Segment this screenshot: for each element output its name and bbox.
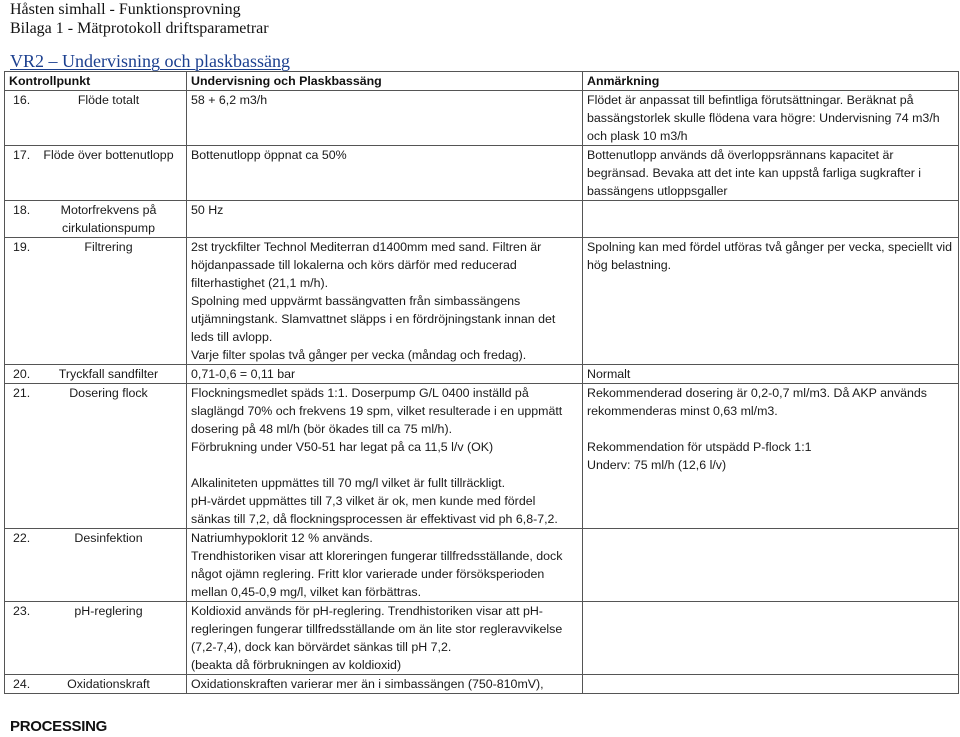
paragraph-spacer: [191, 456, 578, 474]
value-paragraph: Varje filter spolas två gånger per vecka (måndag och fredag).: [191, 348, 527, 362]
remark-paragraph: Spolning kan med fördel utföras två gånger per vecka, speciellt vid hög belastning.: [587, 240, 953, 272]
cell-value: [187, 91, 583, 146]
cell-remark: [583, 146, 959, 201]
table-row: [5, 238, 959, 365]
table-row: [5, 91, 959, 146]
cell-remark: [583, 675, 959, 694]
cell-remark: [583, 201, 959, 238]
value-paragraph: 0,71-0,6 = 0,11 bar: [191, 367, 296, 381]
cell-kontrollpunkt: [5, 146, 187, 201]
value-paragraph: Natriumhypoklorit 12 % används.: [191, 531, 373, 545]
cell-remark: [583, 529, 959, 602]
cell-value: [187, 238, 583, 365]
measurement-table: [4, 71, 959, 694]
row-number: 16.: [13, 93, 31, 107]
cell-remark: [583, 365, 959, 384]
cell-kontrollpunkt: [5, 529, 187, 602]
value-paragraph: (beakta då förbrukningen av koldioxid): [191, 658, 402, 672]
value-paragraph: Bottenutlopp öppnat ca 50%: [191, 148, 347, 162]
cell-value: [187, 384, 583, 529]
cell-value: [187, 365, 583, 384]
cell-remark: [583, 384, 959, 529]
row-point-label: Flöde över bottenutlopp: [43, 148, 174, 162]
row-number: 18.: [13, 203, 31, 217]
table-row: [5, 146, 959, 201]
table-row: [5, 529, 959, 602]
value-paragraph: 2st tryckfilter Technol Mediterran d1400mm med sand. Filtren är höjdanpassade till lokalerna och körs därför med reducerad filterhastighet (21,1 m/h).: [191, 240, 542, 290]
document-header-line2: Bilaga 1 - Mätprotokoll driftsparametrar: [10, 20, 269, 37]
cell-kontrollpunkt: [5, 675, 187, 694]
value-paragraph: Oxidationskraften varierar mer än i simbassängen (750-810mV),: [191, 677, 544, 691]
table-row: [5, 675, 959, 694]
table-row: [5, 384, 959, 529]
row-point-label: Tryckfall sandfilter: [58, 367, 159, 381]
cell-kontrollpunkt: [5, 238, 187, 365]
value-paragraph: Spolning med uppvärmt bassängvatten från simbassängens utjämningstank. Slamvattnet släpps i en fördröjningstank innan det leds till avlopp.: [191, 294, 556, 344]
cell-remark: [583, 238, 959, 365]
cell-kontrollpunkt: [5, 602, 187, 675]
column-header-remark: Anmärkning: [583, 72, 959, 91]
paragraph-spacer: [587, 420, 954, 438]
value-paragraph: 50 Hz: [191, 203, 224, 217]
remark-paragraph: Bottenutlopp används då överloppsrännans kapacitet är begränsad. Bevaka att det inte kan uppstå farliga sugkrafter i bassängens utloppsgaller: [587, 148, 922, 198]
footer-label: PROCESSING: [10, 718, 108, 735]
table-row: [5, 602, 959, 675]
cell-kontrollpunkt: [5, 384, 187, 529]
remark-paragraph: Flödet är anpassat till befintliga förutsättningar. Beräknat på bassängstorlek skulle flödena vara högre: Undervisning 74 m3/h och plask 10 m3/h: [587, 93, 940, 143]
row-number: 21.: [13, 386, 31, 400]
cell-value: [187, 529, 583, 602]
value-paragraph: Förbrukning under V50-51 har legat på ca 11,5 l/v (OK): [191, 440, 494, 454]
remark-paragraph: Underv: 75 ml/h (12,6 l/v): [587, 458, 727, 472]
table-row: [5, 365, 959, 384]
cell-value: [187, 602, 583, 675]
row-number: 19.: [13, 240, 31, 254]
column-header-kontrollpunkt: Kontrollpunkt: [5, 72, 187, 91]
document-header-line1: Håsten simhall - Funktionsprovning: [10, 1, 241, 18]
row-number: 17.: [13, 148, 31, 162]
value-paragraph: 58 + 6,2 m3/h: [191, 93, 268, 107]
value-paragraph: Alkaliniteten uppmättes till 70 mg/l vilket är fullt tillräckligt.: [191, 476, 506, 490]
row-point-label: Motorfrekvens på cirkulationspump: [60, 203, 157, 235]
cell-kontrollpunkt: [5, 91, 187, 146]
cell-value: [187, 675, 583, 694]
remark-paragraph: Rekommenderad dosering är 0,2-0,7 ml/m3. Då AKP används rekommenderas minst 0,63 ml/m3.: [587, 386, 928, 418]
cell-remark: [583, 91, 959, 146]
cell-value: [187, 201, 583, 238]
row-number: 22.: [13, 531, 31, 545]
row-point-label: Desinfektion: [74, 531, 143, 545]
row-number: 24.: [13, 677, 31, 691]
column-header-value: Undervisning och Plaskbassäng: [187, 72, 583, 91]
cell-value: [187, 146, 583, 201]
cell-kontrollpunkt: [5, 201, 187, 238]
row-point-label: pH-reglering: [74, 604, 143, 618]
row-point-label: Flöde totalt: [77, 93, 140, 107]
table-header-row: [5, 72, 959, 91]
remark-paragraph: Rekommendation för utspädd P-flock 1:1: [587, 440, 812, 454]
row-point-label: Oxidationskraft: [67, 677, 150, 691]
row-number: 23.: [13, 604, 31, 618]
row-number: 20.: [13, 367, 31, 381]
value-paragraph: Koldioxid används för pH-reglering. Trendhistoriken visar att pH-regleringen fungerar tillfredsställande om än lite stor regleravvikelse (7,2-7,4), dock kan börvärdet sänkas till pH 7,2.: [191, 604, 563, 654]
table-row: [5, 201, 959, 238]
cell-kontrollpunkt: [5, 365, 187, 384]
value-paragraph: Flockningsmedlet späds 1:1. Doserpump G/L 0400 inställd på slaglängd 70% och frekvens 19 spm, vilket resulterade i en uppmätt dosering på 48 ml/h (bör ökades till ca 75 ml/h).: [191, 386, 563, 436]
row-point-label: Filtrering: [84, 240, 133, 254]
cell-remark: [583, 602, 959, 675]
row-point-label: Dosering flock: [69, 386, 148, 400]
section-title: VR2 – Undervisning och plaskbassäng: [10, 51, 290, 71]
remark-paragraph: Normalt: [587, 367, 631, 381]
value-paragraph: pH-värdet uppmättes till 7,3 vilket är ok, men kunde med fördel sänkas till 7,2, då flockningsprocessen är effektivast vid ph 6,8-7,2.: [191, 494, 558, 526]
value-paragraph: Trendhistoriken visar att kloreringen fungerar tillfredsställande, dock något ojämn reglering. Fritt klor varierade under försöksperioden mellan 0,45-0,9 mg/l, vilket kan förbättras.: [191, 549, 563, 599]
